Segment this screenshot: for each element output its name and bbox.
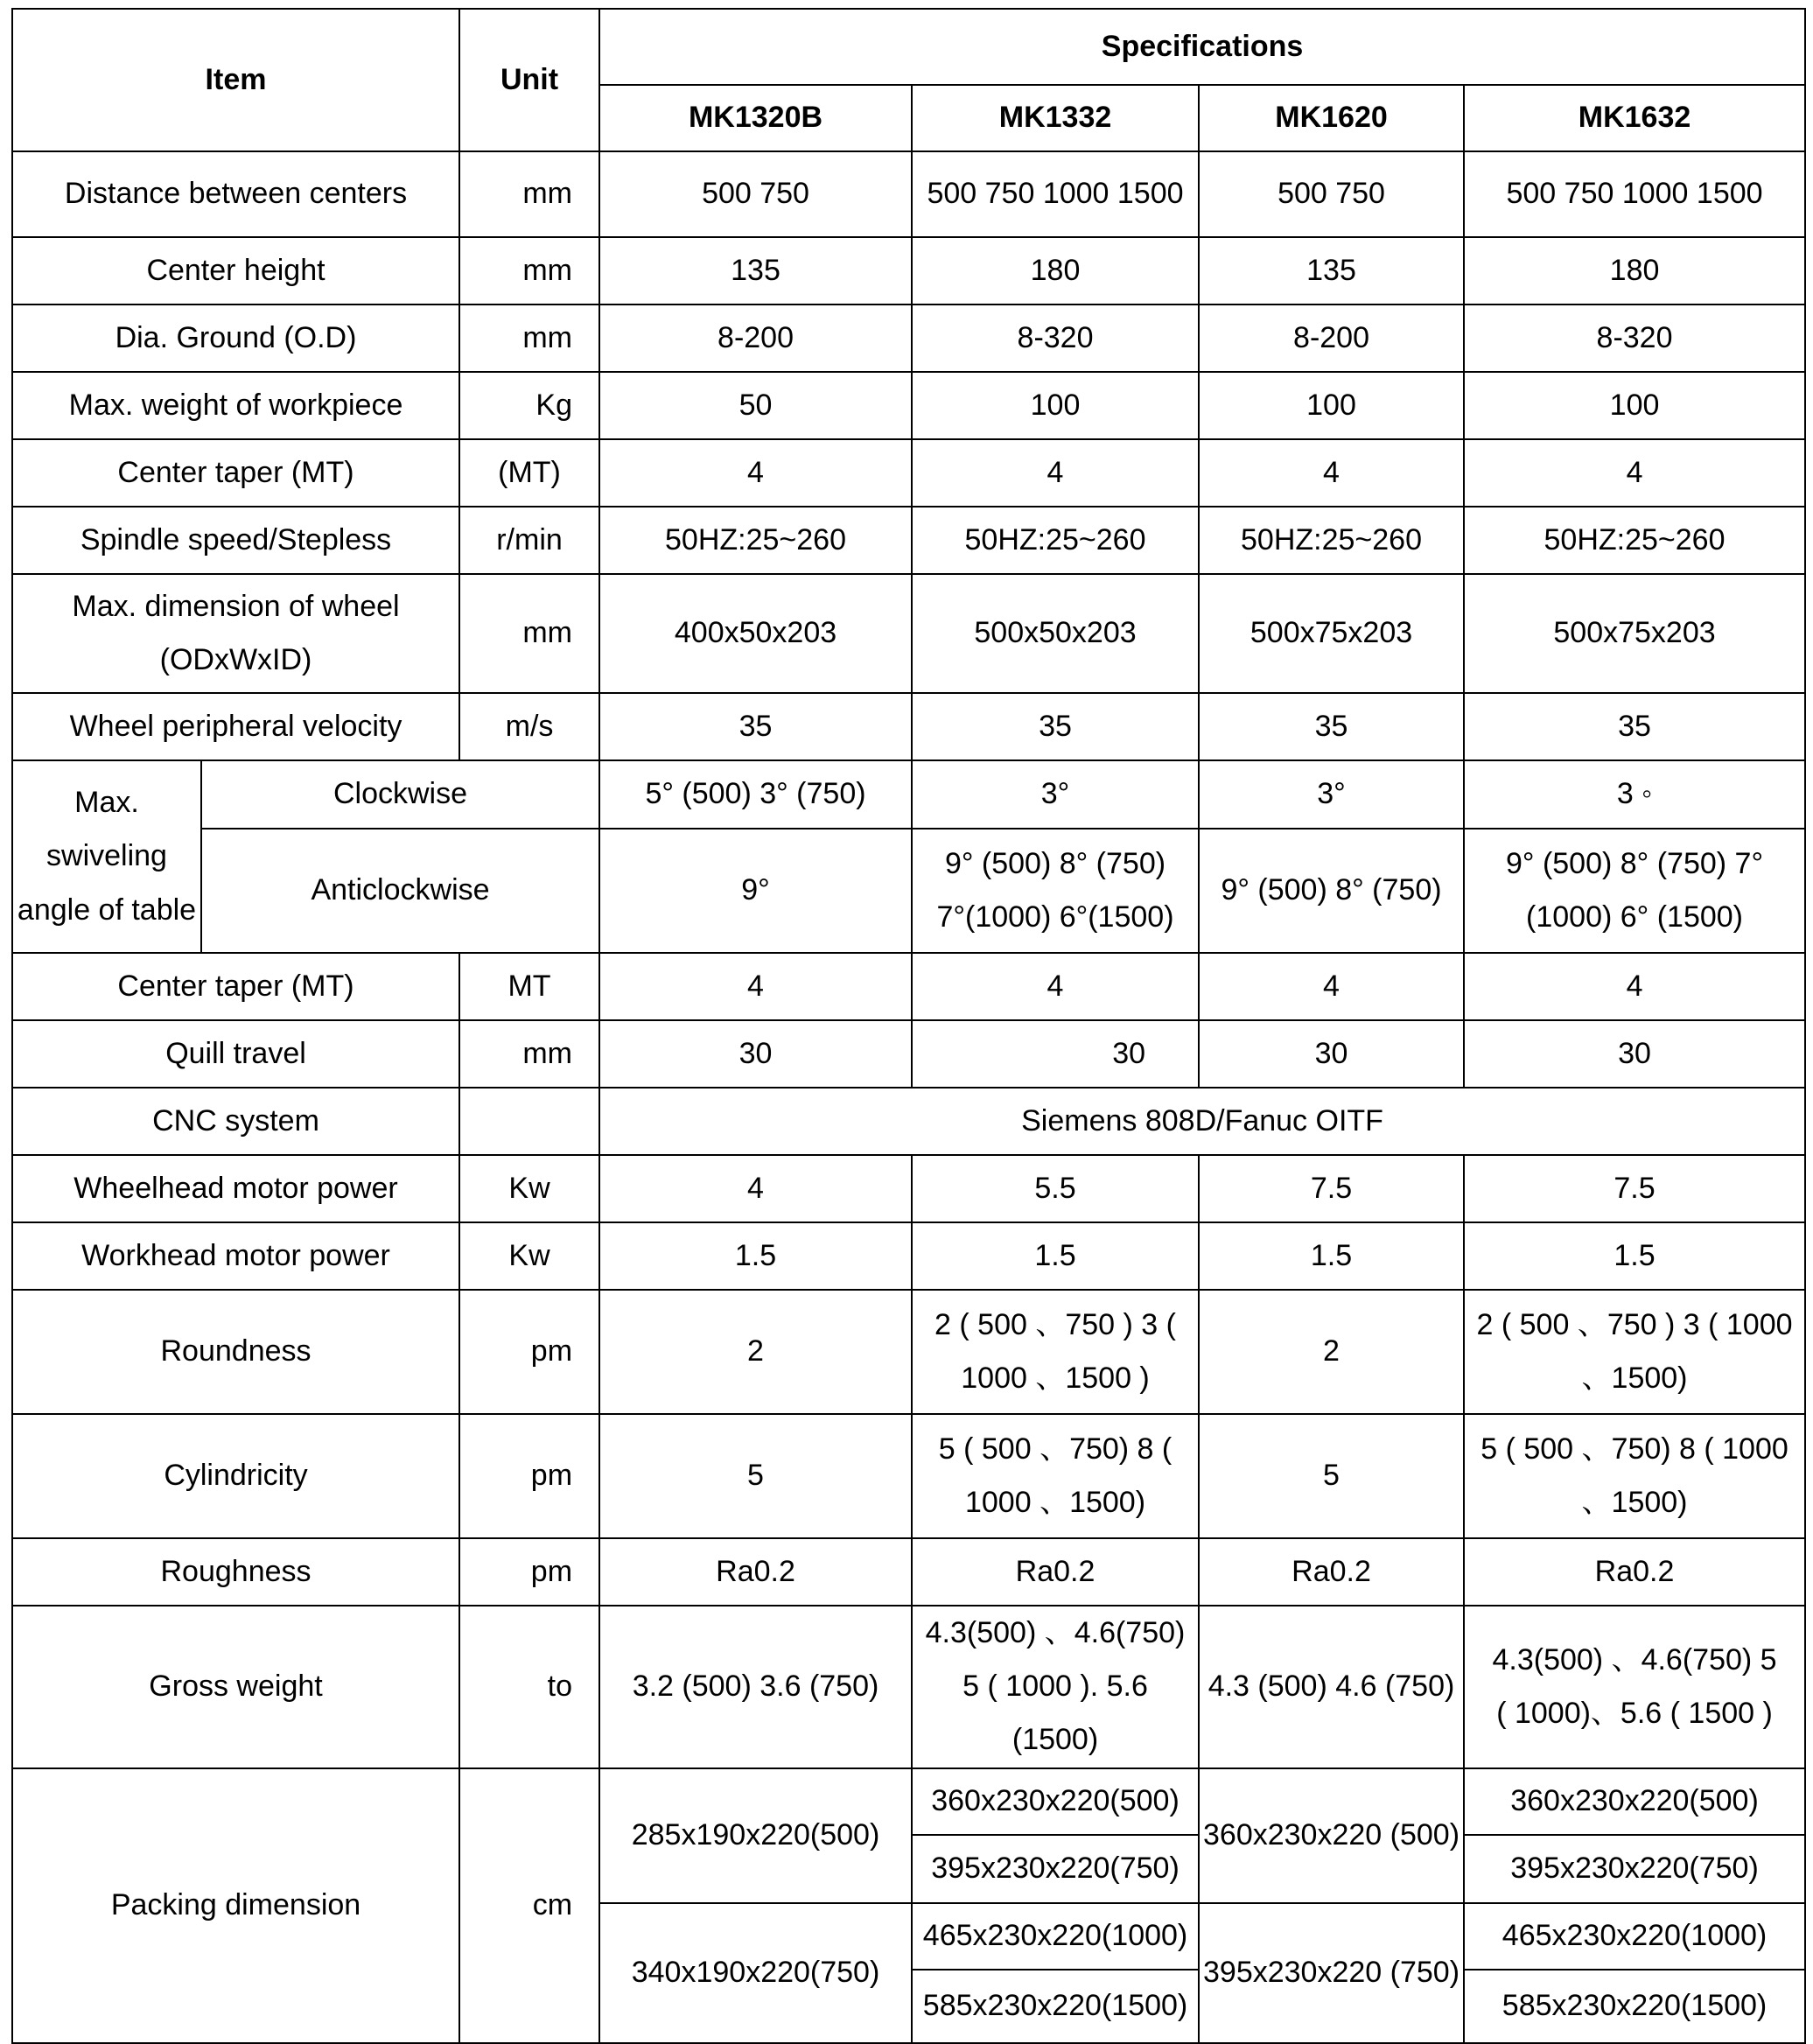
row-unit: Kg — [459, 372, 599, 439]
row-label: Gross weight — [12, 1606, 459, 1768]
cell: 8-200 — [599, 304, 912, 372]
header-model-mk1332: MK1332 — [912, 85, 1199, 151]
cell: Ra0.2 — [912, 1538, 1199, 1606]
cell: 50 — [599, 372, 912, 439]
header-specifications: Specifications — [599, 9, 1805, 85]
cell: 8-320 — [912, 304, 1199, 372]
row-label: Packing dimension — [12, 1768, 459, 2043]
row-label: Max. dimension of wheel (ODxWxID) — [12, 574, 459, 693]
cell: 4.3(500) 、4.6(750) 5 ( 1000 ). 5.6 (1500) — [912, 1606, 1199, 1768]
table-row — [12, 1088, 1805, 1155]
cell: 500x75x203 — [1464, 574, 1805, 693]
cell: 4 — [1199, 953, 1464, 1020]
row-unit: Kw — [459, 1222, 599, 1290]
cell: 180 — [912, 237, 1199, 304]
row-label: Center taper (MT) — [12, 439, 459, 507]
cell: 50HZ:25~260 — [1199, 507, 1464, 574]
cell: 5 — [1199, 1414, 1464, 1538]
cell: 400x50x203 — [599, 574, 912, 693]
row-label: Cylindricity — [12, 1414, 459, 1538]
row-unit: MT — [459, 953, 599, 1020]
table-row — [12, 1155, 1805, 1222]
cell: 30 — [1199, 1020, 1464, 1088]
row-unit: mm — [459, 574, 599, 693]
cell: 4 — [1464, 953, 1805, 1020]
table-row — [12, 1222, 1805, 1290]
cell: 100 — [1464, 372, 1805, 439]
table-row — [12, 439, 1805, 507]
table-row — [12, 1538, 1805, 1606]
row-label: Center height — [12, 237, 459, 304]
cell: 7.5 — [1199, 1155, 1464, 1222]
cell: 500 750 1000 1500 — [1464, 151, 1805, 237]
header-model-mk1632: MK1632 — [1464, 85, 1805, 151]
cell: 4 — [912, 953, 1199, 1020]
cell: 7.5 — [1464, 1155, 1805, 1222]
row-unit: pm — [459, 1414, 599, 1538]
row-label: Spindle speed/Stepless — [12, 507, 459, 574]
row-unit: pm — [459, 1290, 599, 1414]
cell: 360x230x220 (500) — [1199, 1768, 1464, 1903]
row-label: Roughness — [12, 1538, 459, 1606]
table-row — [12, 1414, 1805, 1538]
cell: 395x230x220(750) — [1464, 1835, 1805, 1903]
cell: 3 ◦ — [1464, 760, 1805, 829]
row-label: Center taper (MT) — [12, 953, 459, 1020]
cell: 50HZ:25~260 — [599, 507, 912, 574]
cell: 1.5 — [912, 1222, 1199, 1290]
header-model-mk1620: MK1620 — [1199, 85, 1464, 151]
cell: 35 — [912, 693, 1199, 760]
cell: 1.5 — [599, 1222, 912, 1290]
cell: 50HZ:25~260 — [912, 507, 1199, 574]
cell: 5 ( 500 、750) 8 ( 1000 、1500) — [912, 1414, 1199, 1538]
cell: 395x230x220(750) — [912, 1835, 1199, 1903]
cell: 35 — [599, 693, 912, 760]
header-item: Item — [12, 9, 459, 151]
cell: 180 — [1464, 237, 1805, 304]
row-unit: pm — [459, 1538, 599, 1606]
cell: 4 — [912, 439, 1199, 507]
cell: 4 — [1199, 439, 1464, 507]
cell: 500 750 — [1199, 151, 1464, 237]
cell: 4 — [599, 439, 912, 507]
cell: 50HZ:25~260 — [1464, 507, 1805, 574]
cell: 3° — [912, 760, 1199, 829]
row-unit: m/s — [459, 693, 599, 760]
cell: Ra0.2 — [1199, 1538, 1464, 1606]
cell: 5° (500) 3° (750) — [599, 760, 912, 829]
row-unit: (MT) — [459, 439, 599, 507]
cell: 360x230x220(500) — [912, 1768, 1199, 1835]
cell: 35 — [1199, 693, 1464, 760]
row-label: Dia. Ground (O.D) — [12, 304, 459, 372]
cell: 100 — [1199, 372, 1464, 439]
cell: 100 — [912, 372, 1199, 439]
cell: 4.3 (500) 4.6 (750) — [1199, 1606, 1464, 1768]
cell: 395x230x220 (750) — [1199, 1903, 1464, 2043]
row-unit: mm — [459, 151, 599, 237]
cell: 9° (500) 8° (750) — [1199, 829, 1464, 953]
table-row — [12, 829, 1805, 953]
cell: 9° — [599, 829, 912, 953]
cell: 5 — [599, 1414, 912, 1538]
cell: 500 750 — [599, 151, 912, 237]
table-row — [12, 151, 1805, 237]
cell: 360x230x220(500) — [1464, 1768, 1805, 1835]
row-label: Wheel peripheral velocity — [12, 693, 459, 760]
row-label: Max. swiveling angle of table — [12, 760, 201, 953]
table-row — [12, 507, 1805, 574]
cnc-value: Siemens 808D/Fanuc OITF — [599, 1088, 1805, 1155]
cell: Ra0.2 — [1464, 1538, 1805, 1606]
cell: 8-320 — [1464, 304, 1805, 372]
cell: 2 — [599, 1290, 912, 1414]
cell: 35 — [1464, 693, 1805, 760]
cell: 465x230x220(1000) — [912, 1903, 1199, 1970]
header-unit: Unit — [459, 9, 599, 151]
row-label: Workhead motor power — [12, 1222, 459, 1290]
cell: 4 — [599, 1155, 912, 1222]
swivel-anticlockwise-label: Anticlockwise — [201, 829, 599, 953]
cell: 4 — [599, 953, 912, 1020]
row-label: CNC system — [12, 1088, 459, 1155]
cell: 465x230x220(1000) — [1464, 1903, 1805, 1970]
cell: 30 — [1464, 1020, 1805, 1088]
cell: 135 — [1199, 237, 1464, 304]
row-unit: mm — [459, 1020, 599, 1088]
cell: 9° (500) 8° (750) 7° (1000) 6° (1500) — [1464, 829, 1805, 953]
cell: 500x75x203 — [1199, 574, 1464, 693]
cell: 500 750 1000 1500 — [912, 151, 1199, 237]
row-label: Quill travel — [12, 1020, 459, 1088]
cell: 30 — [599, 1020, 912, 1088]
row-label: Distance between centers — [12, 151, 459, 237]
cell: 3° — [1199, 760, 1464, 829]
cell: 1.5 — [1464, 1222, 1805, 1290]
cell: 2 — [1199, 1290, 1464, 1414]
row-label: Roundness — [12, 1290, 459, 1414]
cell: 4 — [1464, 439, 1805, 507]
table-row — [12, 304, 1805, 372]
cell: 135 — [599, 237, 912, 304]
table-row — [12, 1606, 1805, 1768]
cell: 2 ( 500 、750 ) 3 ( 1000 、1500) — [1464, 1290, 1805, 1414]
table-row — [12, 1020, 1805, 1088]
row-label: Max. weight of workpiece — [12, 372, 459, 439]
row-unit: cm — [459, 1768, 599, 2043]
table-row — [12, 1768, 1805, 1835]
cell: 5 ( 500 、750) 8 ( 1000 、1500) — [1464, 1414, 1805, 1538]
header-model-mk1320b: MK1320B — [599, 85, 912, 151]
table-row — [12, 760, 1805, 829]
table-row — [12, 693, 1805, 760]
row-unit: Kw — [459, 1155, 599, 1222]
table-row — [12, 953, 1805, 1020]
row-unit: to — [459, 1606, 599, 1768]
table-row — [12, 574, 1805, 693]
row-label: Wheelhead motor power — [12, 1155, 459, 1222]
cell: 285x190x220(500) — [599, 1768, 912, 1903]
spec-table — [11, 8, 1806, 2044]
table-row — [12, 372, 1805, 439]
cell: 5.5 — [912, 1155, 1199, 1222]
row-unit: r/min — [459, 507, 599, 574]
table-row — [12, 237, 1805, 304]
cell: 500x50x203 — [912, 574, 1199, 693]
cell: Ra0.2 — [599, 1538, 912, 1606]
cell: 1.5 — [1199, 1222, 1464, 1290]
cell: 3.2 (500) 3.6 (750) — [599, 1606, 912, 1768]
cell: 4.3(500) 、4.6(750) 5 ( 1000)、5.6 ( 1500 ) — [1464, 1606, 1805, 1768]
cell: 30 — [912, 1020, 1199, 1088]
table-row — [12, 1290, 1805, 1414]
row-unit: mm — [459, 237, 599, 304]
row-unit — [459, 1088, 599, 1155]
row-unit: mm — [459, 304, 599, 372]
cell: 340x190x220(750) — [599, 1903, 912, 2043]
cell: 585x230x220(1500) — [912, 1970, 1199, 2043]
swivel-clockwise-label: Clockwise — [201, 760, 599, 829]
cell: 2 ( 500 、750 ) 3 ( 1000 、1500 ) — [912, 1290, 1199, 1414]
cell: 585x230x220(1500) — [1464, 1970, 1805, 2043]
cell: 8-200 — [1199, 304, 1464, 372]
cell: 9° (500) 8° (750) 7°(1000) 6°(1500) — [912, 829, 1199, 953]
